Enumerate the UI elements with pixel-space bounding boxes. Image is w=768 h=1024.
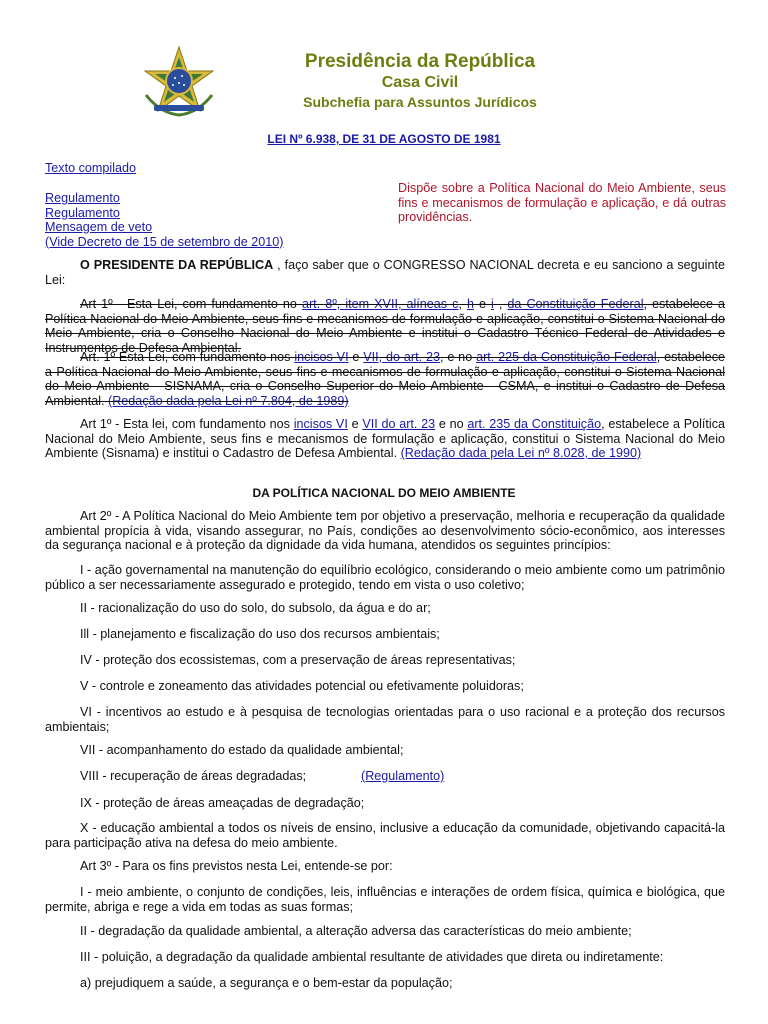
- separator-text: , e no: [439, 350, 477, 364]
- art1-revoked-2-rest: , estabelece a Política Nacional do Meio Ambiente, seus fins e mecanismos de formulação e aplicação, constitui o Sistema Nacional do Meio Ambiente - SISNAMA, cria o Conselho Superior do Meio Ambiente - CSMA, e institui o Cadastro de Defesa Ambiental.: [45, 350, 725, 408]
- inciso-4: IV - proteção dos ecossistemas, com a preservação de áreas representativas;: [80, 653, 516, 667]
- art2: Art 2º - A Política Nacional do Meio Ambiente tem por objetivo a preservação, melhoria e recuperação da qualidade ambiental propícia à vida, visando assegurar, no País, condições ao desenvolvimento sócio-econômico, aos interesses da segurança nacional e à proteção da dignidade da vida humana, atendidos os seguintes princípios:: [45, 509, 725, 552]
- regulation-link-2[interactable]: Regulamento: [45, 205, 120, 220]
- header-office: Subchefia para Assuntos Jurídicos: [303, 94, 537, 110]
- art1-rest: , estabelece a Política Nacional do Meio Ambiente, seus fins e mecanismos de formulação e aplicação, constitui o Sistema Nacional do Meio Ambiente (Sisnama) e institui o Cadastro de Defesa Ambiental.: [45, 417, 726, 460]
- separator-text: e no: [435, 417, 468, 431]
- separator-text: ,: [493, 297, 508, 311]
- regulation-link-1[interactable]: Regulamento: [45, 191, 120, 205]
- veto-message-link[interactable]: Mensagem de veto: [45, 220, 153, 234]
- art1-text: Art 1º - Esta lei, com fundamento nos: [80, 417, 294, 431]
- compiled-text-link[interactable]: Texto compilado: [45, 161, 137, 175]
- inciso-2: II - racionalização do uso do solo, do subsolo, da água e do ar;: [80, 601, 431, 615]
- art1-revoked-2: [45, 350, 725, 408]
- art8-link[interactable]: art. 8º, item XVII, alíneas c: [301, 297, 459, 311]
- coat-of-arms-emblem: [140, 45, 218, 117]
- preamble-lead: O PRESIDENTE DA REPÚBLICA: [80, 258, 274, 272]
- inciso-9: IX - proteção de áreas ameaçadas de degradação;: [80, 796, 365, 810]
- decree-reference-link[interactable]: (Vide Decreto de 15 de setembro de 2010): [45, 234, 284, 249]
- inciso-vii-current-link[interactable]: VII do art. 23: [362, 417, 436, 431]
- separator-text: e: [348, 350, 364, 364]
- alinea-i-link[interactable]: i: [491, 297, 494, 311]
- preamble-text: , faço saber que o CONGRESSO NACIONAL decreta e eu sanciono a seguinte Lei:: [45, 258, 725, 287]
- art1-current: [45, 417, 725, 461]
- definition-3a: a) prejudiquem a saúde, a segurança e o bem-estar da população;: [80, 976, 453, 990]
- ementa-text: Dispõe sobre a Política Nacional do Meio Ambiente, seus fins e mecanismos de formulação e aplicação, e dá outras providências.: [398, 181, 726, 224]
- regulation-link-inciso-8[interactable]: (Regulamento): [361, 769, 445, 783]
- inciso-6: VI - incentivos ao estudo e à pesquisa de tecnologias orientadas para o uso racional e a proteção dos recursos ambientais;: [45, 705, 725, 734]
- art1-revoked-1-text: Art 1º - Esta Lei, com fundamento no: [80, 297, 302, 311]
- inciso-7: VII - acompanhamento do estado da qualidade ambiental;: [80, 743, 404, 757]
- definition-3: III - poluição, a degradação da qualidade ambiental resultante de atividades que direta ou indiretamente:: [80, 950, 664, 964]
- inciso-vii-link[interactable]: VII, do art. 23: [363, 350, 440, 364]
- preamble: [45, 258, 725, 287]
- alinea-h-link[interactable]: h: [466, 297, 474, 311]
- header-title: Presidência da República: [304, 51, 536, 72]
- inciso-1: I - ação governamental na manutenção do equilíbrio ecológico, considerando o meio ambiente como um patrimônio público a ser necessariamente assegurado e protegido, tendo em vista o uso coletivo;: [45, 563, 725, 592]
- art3: Art 3º - Para os fins previstos nesta Lei, entende-se por:: [80, 859, 393, 873]
- art1-revoked-1: [45, 297, 725, 355]
- separator-text: e: [473, 297, 492, 311]
- redaction-note-1990-link[interactable]: (Redação dada pela Lei nº 8.028, de 1990): [400, 446, 642, 460]
- inciso-8-text: VIII - recuperação de áreas degradadas;: [80, 769, 307, 783]
- inciso-10: X - educação ambiental a todos os níveis de ensino, inclusive a educação da comunidade, objetivando capacitá-la para participação ativa na defesa do meio ambiente.: [45, 821, 725, 850]
- separator-text: e: [347, 417, 363, 431]
- art225-link[interactable]: art. 225 da Constituição Federal: [476, 350, 657, 364]
- redaction-note-1989-link[interactable]: (Redação dada pela Lei nº 7.804, de 1989): [108, 393, 349, 408]
- inciso-vi-link[interactable]: incisos VI: [294, 350, 349, 364]
- definition-1: I - meio ambiente, o conjunto de condições, leis, influências e interações de ordem física, química e biológica, que permite, abriga e rege a vida em todas as suas formas;: [45, 885, 725, 914]
- inciso-vi-current-link[interactable]: incisos VI: [293, 417, 348, 431]
- inciso-3: Ill - planejamento e fiscalização do uso dos recursos ambientais;: [80, 627, 440, 641]
- separator-text: ,: [458, 297, 467, 311]
- art235-link[interactable]: art. 235 da Constituição: [467, 417, 602, 431]
- art1-revoked-1-rest: , estabelece a Política Nacional do Meio Ambiente, seus fins e mecanismos de formulação e aplicação, constitui o Sistema Nacional do Meio Ambiente, cria o Conselho Nacional do Meio Ambiente e institui o Cadastro Técnico Federal de Atividades e Instrumentos de Defesa Ambiental.: [45, 297, 725, 355]
- definition-2: II - degradação da qualidade ambiental, a alteração adversa das características do meio ambiente;: [80, 924, 632, 938]
- art1-revoked-2-text: Art. 1º Esta Lei, com fundamento nos: [80, 350, 295, 364]
- header-subtitle: Casa Civil: [381, 74, 459, 91]
- inciso-5: V - controle e zoneamento das atividades potencial ou efetivamente poluidoras;: [80, 679, 524, 693]
- law-title-link[interactable]: LEI Nº 6.938, DE 31 DE AGOSTO DE 1981: [267, 132, 501, 146]
- constitution-link[interactable]: da Constituição Federal: [507, 297, 644, 311]
- section-title: DA POLÍTICA NACIONAL DO MEIO AMBIENTE: [252, 486, 516, 500]
